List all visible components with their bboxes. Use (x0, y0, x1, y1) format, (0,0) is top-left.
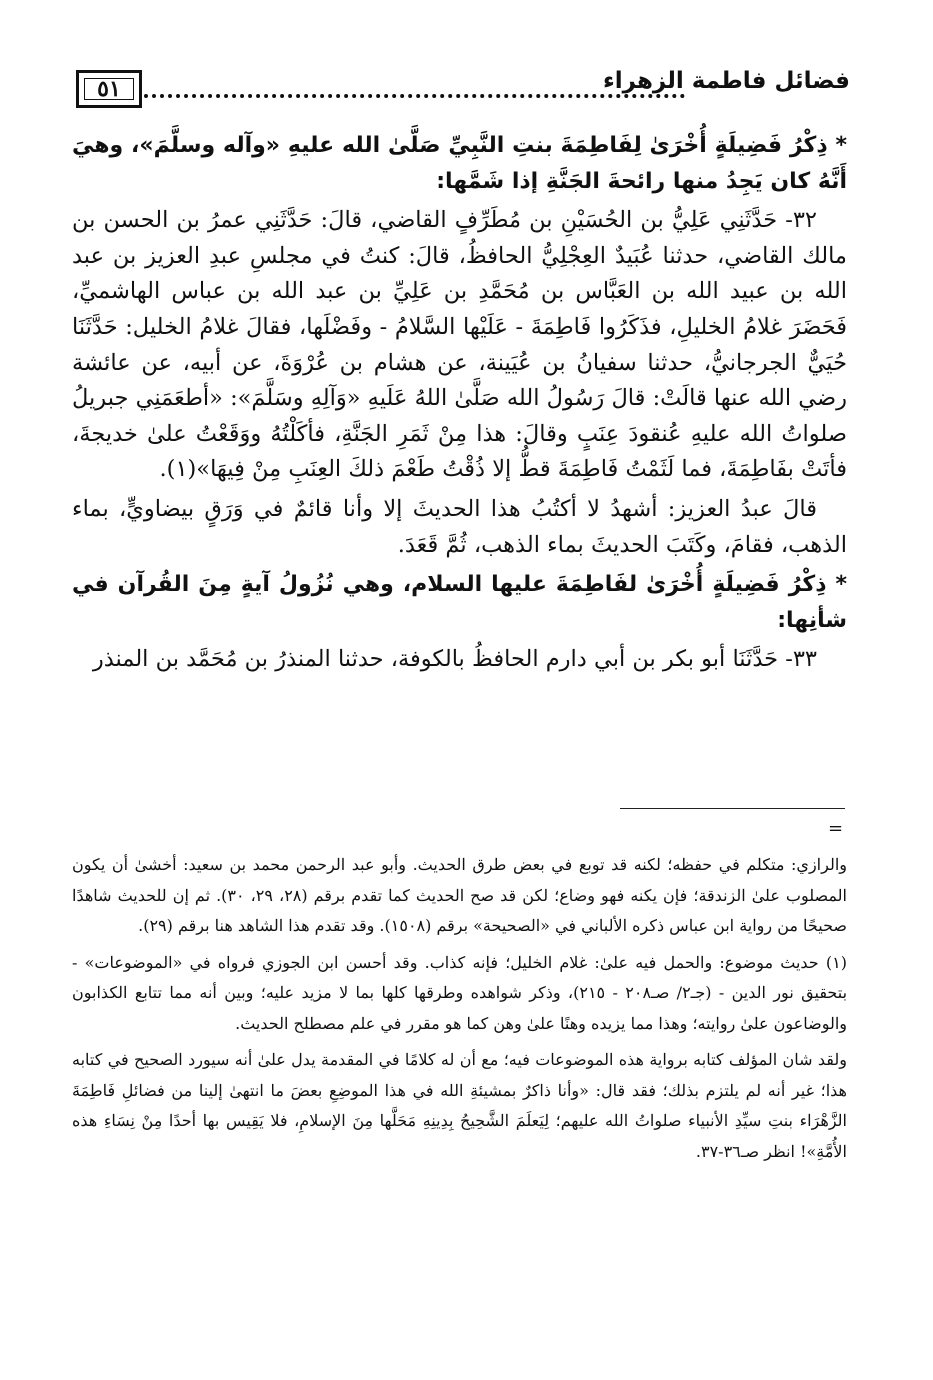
section-heading: * ذِكْرُ فَضِيلَةٍ أُخْرَىٰ لِفَاطِمَةَ بنتِ النَّبِيِّ صَلَّىٰ الله عليهِ «وآله وسلَّمَ»، وهيَ أَنَّهُ كان يَجِدُ منها رائحةَ الجَنَّةِ إذا شَمَّها: (72, 133, 847, 194)
hadith-paragraph: ٣٢- حَدَّثَنِي عَلِيُّ بن الحُسَيْنِ بن مُطَرِّفٍ القاضي، قالَ: حَدَّثَنِي عمرُ بن الحسن بن مالك القاضي، حدثنا عُبَيدٌ العِجْلِيُّ الحافظُ، قالَ: كنتُ في مجلسِ عبدِ العزيز بن عبد الله بن عبيد الله بن العَبَّاس بن مُحَمَّدِ بن عَلِيِّ بن عبد الله بن عباس الهاشميِّ، فَحَضَرَ غلامُ الخليلِ، فذَكَرُوا فَاطِمَةَ - عَلَيْها السَّلامُ - وفَضْلَها، فقالَ غلامُ الخليل: حَدَّثَنَا حُيَيٌّ الجرجانيُّ، حدثنا سفيانُ بن عُيَينة، عن هشام بن عُرْوَةَ، عن أبيه، عن عائشة رضي الله عنها قالَتْ: قالَ رَسُولُ الله صَلَّىٰ اللهُ عَلَيهِ «وَآلِهِ وسَلَّمَ»: «أطعَمَنِي جبريلُ صلواتُ الله عليهِ عُنقودَ عِنَبٍ وقالَ: هذا مِنْ ثَمَرِ الجَنَّةِ، فأكَلْتُهُ ووَقَعْتُ علىٰ خديجةَ، فأتَتْ بفَاطِمَةَ، فما لَثَمْتُ فَاطِمَةَ قطُّ إلا ذُقْتُ طَعْمَ ذلكَ العِنَبِ مِنْ فِيهَا»(١). (72, 207, 847, 483)
running-title: فضائل فاطمة الزهراء (603, 68, 850, 94)
main-text (72, 128, 847, 682)
section-heading: * ذِكْرُ فَضِيلَةٍ أُخْرَىٰ لفَاطِمَةَ عليها السلام، وهي نُزُولُ آيةٍ مِنَ القُرآن في شأنِها: (72, 572, 847, 633)
narration-paragraph: قالَ عبدُ العزيز: أشهدُ لا أكتُبُ هذا الحديثَ إلا وأنا قائمٌ في وَرَقٍ بيضاويٍّ، بماء الذهب، فقامَ، وكَتَبَ الحديثَ بماء الذهب، ثُمَّ قَعَدَ. (72, 495, 847, 558)
header-dotted-rule (144, 94, 685, 98)
page-header (72, 68, 850, 108)
footnote-separator (620, 808, 845, 809)
footnote-continuation-mark: = (828, 818, 844, 839)
footnote-1: (١) حديث موضوع: والحمل فيه علىٰ: غلام الخليل؛ فإنه كذاب. وقد أحسن ابن الجوزي فرواه في «الموضوعات» - بتحقيق نور الدين - (جـ٢/ صـ٢٠٨ - ٢١٥)، وذكر شواهده وطرقها كلها بما لا مزيد عليه؛ وبين أنه مما تتابع الكذابون والوضاعون علىٰ روايته؛ وهذا مما يزيده وهنًا علىٰ وهن كما هو مقرر في علم مصطلح الحديث. (72, 952, 848, 1033)
footnotes (72, 850, 847, 1173)
hadith-paragraph: ٣٣- حَدَّثَنَا أبو بكر بن أبي دارم الحافظُ بالكوفة، حدثنا المنذرُ بن مُحَمَّد بن المنذر (92, 646, 817, 673)
footnote-1-continued: ولقد شان المؤلف كتابه برواية هذه الموضوعات فيه؛ مع أن له كلامًا في المقدمة يدل علىٰ أنه سيورد الصحيح في كتابه هذا؛ غير أنه لم يلتزم بذلك؛ فقد قال: «وأنا ذاكرٌ بمشيئةِ الله في هذا الموضِعِ بعضَ ما انتهىٰ إلينا من فضائلِ فَاطِمَةَ الزَّهْرَاء بنتِ سيِّدِ الأنبياء صلواتُ الله عليهم؛ لِيَعلَمَ الشَّحِيحُ بِدِينِهِ مَحَلَّها مِنَ الإسلامِ، فلا يَقِيس بها أحدًا مِنْ نِسَاءِ هذه الأُمَّةِ»! انظر صـ٣٦-٣٧. (72, 1050, 847, 1161)
page-number: ٥١ (76, 70, 142, 108)
footnote-continued: والرازي: متكلم في حفظه؛ لكنه قد توبع في بعض طرق الحديث. وأبو عبد الرحمن محمد بن سعيد: أخشىٰ أن يكون المصلوب علىٰ الزندقة؛ فإن يكنه فهو وضاع؛ لكن قد صح الحديث كما تقدم برقم (٢٨، ٢٩، ٣٠). ثم إن للحديث شاهدًا صحيحًا من رواية ابن عباس ذكره الألباني في «الصحيحة» برقم (١٥٠٨). وقد تقدم هذا الشاهد هنا برقم (٢٩). (72, 855, 848, 935)
